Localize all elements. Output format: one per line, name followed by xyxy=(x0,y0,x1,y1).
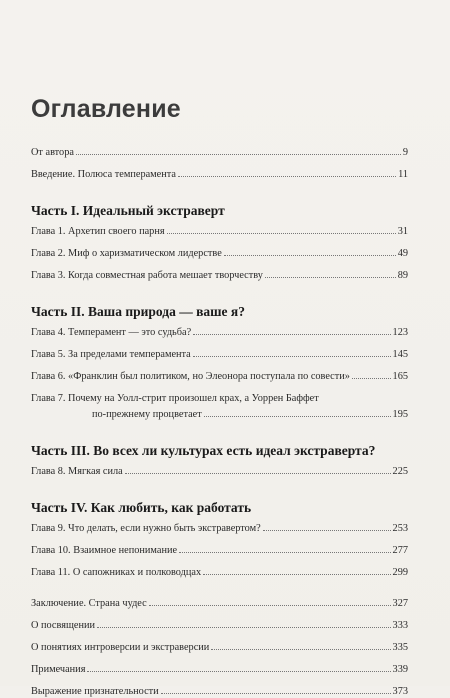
part-title: Часть I. Идеальный экстраверт xyxy=(31,203,225,218)
entry-continuation xyxy=(31,408,408,421)
toc-tail xyxy=(31,597,408,698)
leader-dots xyxy=(97,627,391,628)
entry-page: 11 xyxy=(398,169,408,180)
toc-part-3 xyxy=(31,442,408,478)
entry-page: 195 xyxy=(392,409,408,420)
toc-entry xyxy=(31,146,408,159)
toc-entry xyxy=(31,465,408,478)
leader-dots xyxy=(149,605,391,606)
toc-entry xyxy=(31,522,408,535)
leader-dots xyxy=(263,530,391,531)
leader-dots xyxy=(179,552,391,553)
toc-entry xyxy=(31,326,408,339)
entry-label-continued: по-прежнему процветает xyxy=(92,409,202,420)
leader-dots xyxy=(178,176,396,177)
entry-page: 89 xyxy=(397,270,408,281)
leader-dots xyxy=(193,334,390,335)
part-title: Часть IV. Как любить, как работать xyxy=(31,500,252,515)
toc-entry xyxy=(31,348,408,361)
entry-label: Глава 1. Архетип своего парня xyxy=(31,226,165,237)
toc-entry xyxy=(31,247,408,260)
entry-label: Глава 3. Когда совместная работа мешает творчеству xyxy=(31,270,263,281)
entry-page: 335 xyxy=(392,642,408,653)
leader-dots xyxy=(193,356,391,357)
entry-label: Введение. Полюса темперамента xyxy=(31,169,176,180)
entry-page: 123 xyxy=(392,327,408,338)
entry-label: Глава 9. Что делать, если нужно быть экстравертом? xyxy=(31,523,261,534)
entry-page: 225 xyxy=(392,466,408,477)
leader-dots xyxy=(265,277,396,278)
entry-label: Выражение признательности xyxy=(31,686,159,697)
toc-intro xyxy=(31,146,408,181)
entry-label: Глава 5. За пределами темперамента xyxy=(31,349,191,360)
leader-dots xyxy=(224,255,396,256)
entry-label: Глава 10. Взаимное непонимание xyxy=(31,545,178,556)
entry-label: Заключение. Страна чудес xyxy=(31,598,147,609)
toc-part-1 xyxy=(31,202,408,282)
leader-dots xyxy=(76,154,401,155)
leader-dots xyxy=(87,671,390,672)
leader-dots xyxy=(125,473,391,474)
entry-label: Глава 2. Миф о харизматическом лидерстве xyxy=(31,248,222,259)
entry-label: О посвящении xyxy=(31,620,95,631)
entry-label: Примечания xyxy=(31,664,86,675)
toc-entry xyxy=(31,685,408,698)
entry-label: От автора xyxy=(31,147,74,158)
part-title: Часть III. Во всех ли культурах есть идеал экстраверта? xyxy=(31,443,376,458)
leader-dots xyxy=(161,693,391,694)
toc-title: Оглавление xyxy=(31,95,181,123)
entry-page: 165 xyxy=(392,371,408,382)
entry-page: 333 xyxy=(392,620,408,631)
toc-entry xyxy=(31,225,408,238)
toc-entry xyxy=(31,392,408,421)
toc-entry xyxy=(31,641,408,654)
entry-page: 299 xyxy=(392,567,408,578)
part-title: Часть II. Ваша природа — ваше я? xyxy=(31,304,245,319)
entry-page: 373 xyxy=(392,686,408,697)
entry-label: Глава 11. О сапожниках и полководцах xyxy=(31,567,202,578)
entry-label: Глава 6. «Франклин был политиком, но Элеонора поступала по совести» xyxy=(31,371,350,382)
entry-label: Глава 4. Темперамент — это судьба? xyxy=(31,327,192,338)
entry-page: 31 xyxy=(397,226,408,237)
leader-dots xyxy=(204,416,391,417)
toc-entry xyxy=(31,597,408,610)
entry-page: 145 xyxy=(392,349,408,360)
entry-page: 327 xyxy=(392,598,408,609)
entry-page: 253 xyxy=(392,523,408,534)
entry-label: Глава 7. Почему на Уолл-стрит произошел крах, а Уоррен Баффет xyxy=(31,393,319,404)
toc-entry xyxy=(31,566,408,579)
toc-part-2 xyxy=(31,303,408,421)
leader-dots xyxy=(203,574,390,575)
leader-dots xyxy=(211,649,390,650)
toc-part-4 xyxy=(31,499,408,579)
toc-entry xyxy=(31,544,408,557)
toc-entry xyxy=(31,168,408,181)
entry-page: 9 xyxy=(402,147,408,158)
entry-label: Глава 8. Мягкая сила xyxy=(31,466,123,477)
entry-page: 49 xyxy=(397,248,408,259)
toc-entry xyxy=(31,619,408,632)
leader-dots xyxy=(167,233,396,234)
leader-dots xyxy=(352,378,391,379)
entry-label: О понятиях интроверсии и экстраверсии xyxy=(31,642,210,653)
entry-page: 339 xyxy=(392,664,408,675)
entry-page: 277 xyxy=(392,545,408,556)
toc-entry xyxy=(31,269,408,282)
toc-entry xyxy=(31,663,408,676)
toc-entry xyxy=(31,370,408,383)
